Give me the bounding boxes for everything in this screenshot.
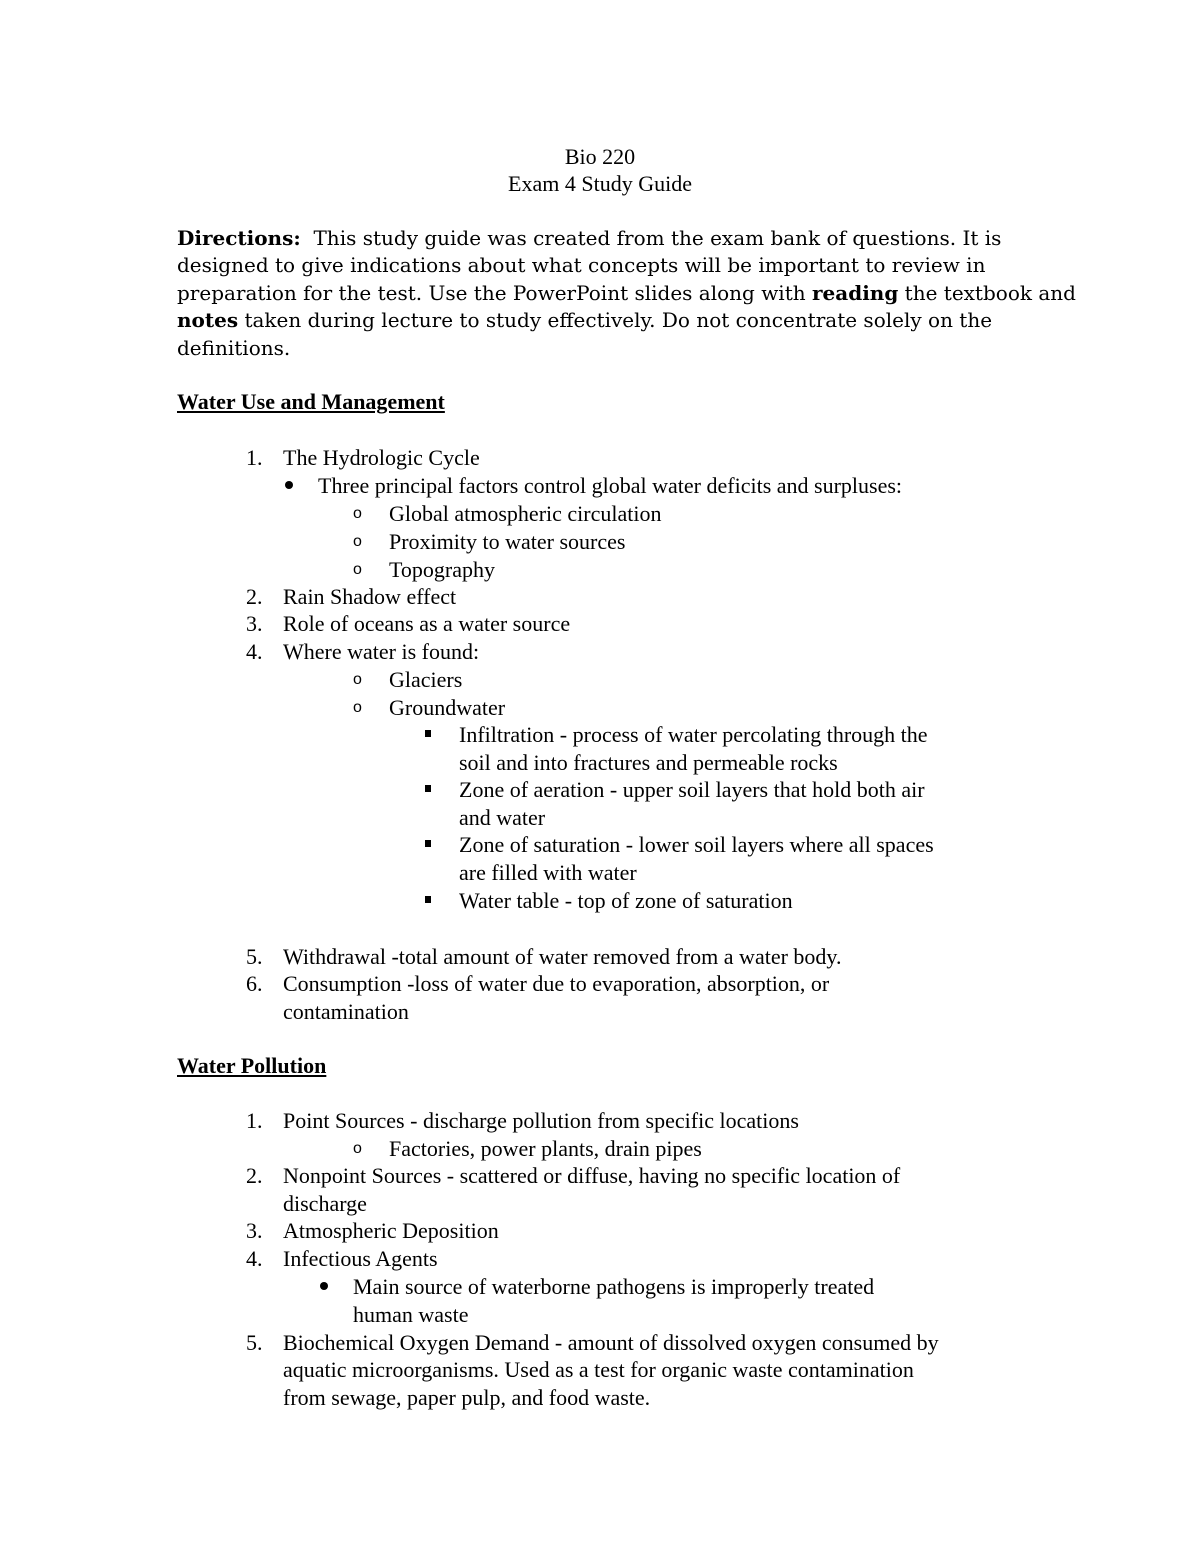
sub-item: Groundwater <box>389 695 506 720</box>
list-number: 5. <box>246 1330 263 1355</box>
bullet-dot-icon <box>285 481 293 489</box>
directions-line-2: designed to give indications about what concepts will be important to review in <box>177 253 986 277</box>
sub-sub-item: Infiltration - process of water percolating through the <box>459 722 928 747</box>
bullet-item: Three principal factors control global water deficits and surpluses: <box>318 473 903 498</box>
list-item-continuation: aquatic microorganisms. Used as a test for organic waste contamination <box>283 1357 914 1382</box>
sub-item: Factories, power plants, drain pipes <box>389 1136 702 1161</box>
sub-sub-item: are filled with water <box>459 860 637 885</box>
directions-line-4: notes taken during lecture to study effectively. Do not concentrate solely on the <box>177 308 993 332</box>
list-number: 3. <box>246 611 263 636</box>
section-heading-water-use: Water Use and Management <box>177 389 445 414</box>
list-item: Rain Shadow effect <box>283 584 457 609</box>
course-title: Bio 220 <box>564 144 636 169</box>
bullet-dot-icon <box>320 1282 328 1290</box>
sub-item: Topography <box>389 557 495 582</box>
directions-line-1: Directions: This study guide was created from the exam bank of questions. It is <box>177 226 1002 250</box>
bullet-item: Main source of waterborne pathogens is improperly treated <box>353 1274 875 1299</box>
sub-item: Glaciers <box>389 667 463 692</box>
square-bullet-icon <box>425 896 431 903</box>
list-number: 2. <box>246 584 263 609</box>
list-item: Where water is found: <box>283 639 480 664</box>
list-number: 1. <box>246 445 263 470</box>
sub-sub-item: soil and into fractures and permeable rocks <box>459 750 838 775</box>
circle-bullet-icon: o <box>353 505 362 522</box>
list-item: Nonpoint Sources - scattered or diffuse, having no specific location of <box>283 1163 901 1188</box>
list-item-continuation: from sewage, paper pulp, and food waste. <box>283 1385 651 1410</box>
list-item-continuation: contamination <box>283 999 409 1024</box>
list-number: 5. <box>246 944 263 969</box>
circle-bullet-icon: o <box>353 671 362 688</box>
document-title: Exam 4 Study Guide <box>508 171 692 196</box>
list-item: Role of oceans as a water source <box>283 611 571 636</box>
list-item: Infectious Agents <box>283 1246 438 1271</box>
list-item: Atmospheric Deposition <box>283 1218 499 1243</box>
list-item: Consumption -loss of water due to evaporation, absorption, or <box>283 971 830 996</box>
sub-sub-item: Water table - top of zone of saturation <box>459 888 793 913</box>
directions-label: Directions: <box>177 226 301 250</box>
square-bullet-icon <box>425 785 431 792</box>
list-item-continuation: discharge <box>283 1191 367 1216</box>
list-item: Point Sources - discharge pollution from specific locations <box>283 1108 799 1133</box>
list-item: Biochemical Oxygen Demand - amount of dissolved oxygen consumed by <box>283 1330 939 1355</box>
list-number: 2. <box>246 1163 263 1188</box>
list-item: Withdrawal -total amount of water removed from a water body. <box>283 944 842 969</box>
bullet-item-continuation: human waste <box>353 1302 469 1327</box>
directions-line-5: definitions. <box>177 336 291 360</box>
sub-sub-item: Zone of aeration - upper soil layers that hold both air <box>459 777 925 802</box>
list-number: 3. <box>246 1218 263 1243</box>
section-heading-water-pollution: Water Pollution <box>177 1053 327 1078</box>
sub-sub-item: and water <box>459 805 546 830</box>
circle-bullet-icon: o <box>353 699 362 716</box>
circle-bullet-icon: o <box>353 561 362 578</box>
square-bullet-icon <box>425 840 431 847</box>
sub-sub-item: Zone of saturation - lower soil layers where all spaces <box>459 832 934 857</box>
square-bullet-icon <box>425 730 431 737</box>
list-number: 6. <box>246 971 263 996</box>
directions-line-3: preparation for the test. Use the PowerPoint slides along with reading the textbook and <box>177 281 1076 305</box>
circle-bullet-icon: o <box>353 533 362 550</box>
circle-bullet-icon: o <box>353 1140 362 1157</box>
list-number: 4. <box>246 639 263 664</box>
sub-item: Global atmospheric circulation <box>389 501 662 526</box>
list-number: 1. <box>246 1108 263 1133</box>
list-item: The Hydrologic Cycle <box>283 445 480 470</box>
list-number: 4. <box>246 1246 263 1271</box>
sub-item: Proximity to water sources <box>389 529 626 554</box>
